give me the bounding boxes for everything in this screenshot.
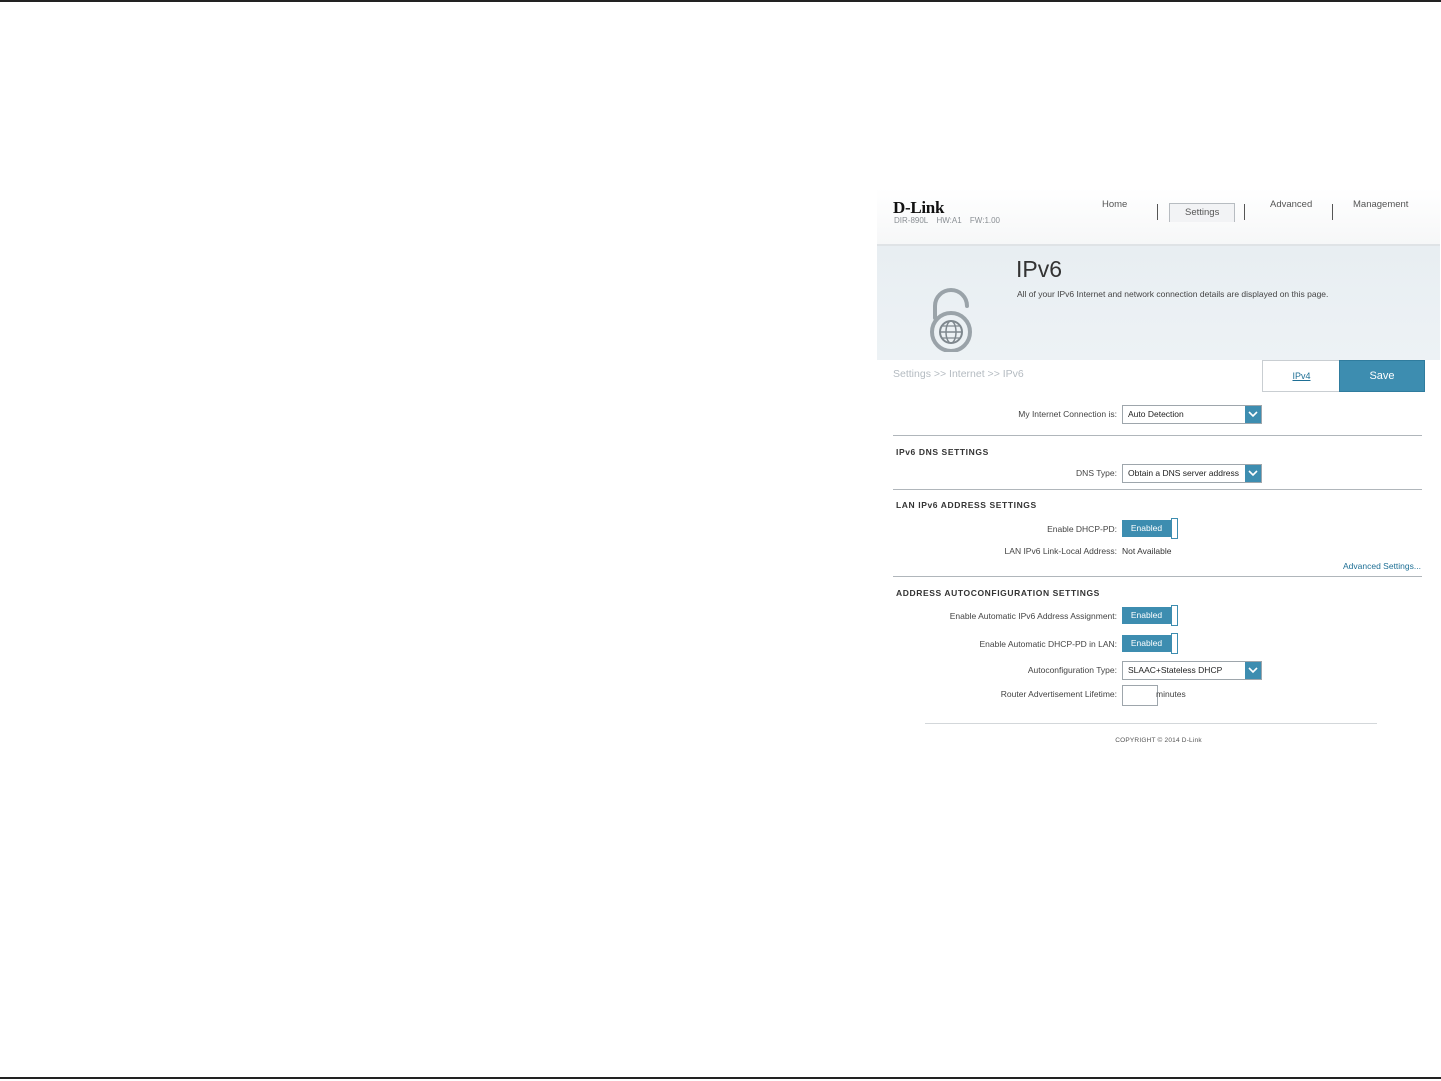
dlink-logo: D-Link (893, 198, 945, 217)
connection-type-select[interactable] (1122, 405, 1262, 424)
nav-advanced[interactable]: Advanced (1270, 199, 1313, 210)
dns-type-select[interactable] (1122, 464, 1262, 483)
section-heading-dns: IPv6 DNS SETTINGS (896, 447, 989, 457)
toggle-state: Enabled (1122, 520, 1171, 537)
dns-type-label: DNS Type: (1076, 468, 1117, 478)
nav-management[interactable]: Management (1353, 199, 1409, 210)
copyright-text: COPYRIGHT © 2014 D-Link (1115, 737, 1202, 744)
nav-separator (1157, 204, 1158, 220)
firmware-version: FW:1.00 (969, 216, 1001, 225)
autoconfig-type-label: Autoconfiguration Type: (1027, 665, 1117, 675)
autoconfig-type-value: SLAAC+Stateless DHCP (1128, 665, 1223, 675)
router-settings-window (877, 188, 1440, 770)
ipv4-button[interactable]: IPv4 (1262, 360, 1341, 392)
save-button[interactable]: Save (1339, 360, 1425, 392)
chevron-down-icon (1245, 465, 1261, 482)
auto-assign-label: Enable Automatic IPv6 Address Assignment: (949, 611, 1117, 621)
link-local-value: Not Available (1122, 546, 1172, 556)
chevron-down-icon (1245, 662, 1261, 679)
dns-type-value: Obtain a DNS server address (1128, 468, 1240, 478)
ra-lifetime-unit: minutes (1156, 689, 1186, 699)
ra-lifetime-label: Router Advertisement Lifetime: (1000, 689, 1117, 699)
page-title: IPv6 (1016, 256, 1063, 282)
page-top-rule (0, 0, 1441, 2)
toggle-state: Enabled (1122, 607, 1171, 624)
section-heading-autoconfig: ADDRESS AUTOCONFIGURATION SETTINGS (896, 588, 1100, 598)
section-divider (893, 576, 1422, 577)
nav-separator (1244, 204, 1245, 220)
ra-lifetime-input[interactable] (1122, 685, 1158, 706)
nav-separator (1332, 204, 1333, 220)
auto-dhcp-pd-label: Enable Automatic DHCP-PD in LAN: (979, 639, 1117, 649)
connection-type-value: Auto Detection (1128, 409, 1184, 419)
top-header (877, 188, 1440, 246)
toggle-knob (1171, 605, 1178, 626)
nav-home[interactable]: Home (1102, 199, 1128, 210)
page-description: All of your IPv6 Internet and network connection details are displayed on this page. (1017, 289, 1329, 299)
connection-type-label: My Internet Connection is: (1018, 409, 1117, 419)
section-heading-lan: LAN IPv6 ADDRESS SETTINGS (896, 500, 1037, 510)
advanced-settings-link[interactable]: Advanced Settings... (1343, 561, 1421, 571)
toggle-state: Enabled (1122, 635, 1171, 652)
model-name: DIR-890L (894, 216, 929, 225)
chevron-down-icon (1245, 406, 1261, 423)
padlock-6-globe-icon (925, 280, 977, 352)
model-info (894, 216, 1006, 225)
section-divider (893, 489, 1422, 490)
link-local-label: LAN IPv6 Link-Local Address: (1004, 546, 1117, 556)
auto-dhcp-pd-toggle[interactable] (1122, 633, 1179, 654)
toggle-knob (1171, 518, 1178, 539)
nav-settings[interactable]: Settings (1169, 203, 1235, 222)
dhcp-pd-label: Enable DHCP-PD: (1047, 524, 1117, 534)
page-banner (877, 246, 1440, 360)
page-bottom-rule (0, 1077, 1441, 1079)
footer-divider (925, 723, 1377, 724)
toggle-knob (1171, 633, 1178, 654)
dhcp-pd-toggle[interactable] (1122, 518, 1179, 539)
hardware-version: HW:A1 (936, 216, 962, 225)
autoconfig-type-select[interactable] (1122, 661, 1262, 680)
breadcrumb: Settings >> Internet >> IPv6 (893, 368, 1024, 380)
section-divider (893, 435, 1422, 436)
auto-assign-toggle[interactable] (1122, 605, 1179, 626)
